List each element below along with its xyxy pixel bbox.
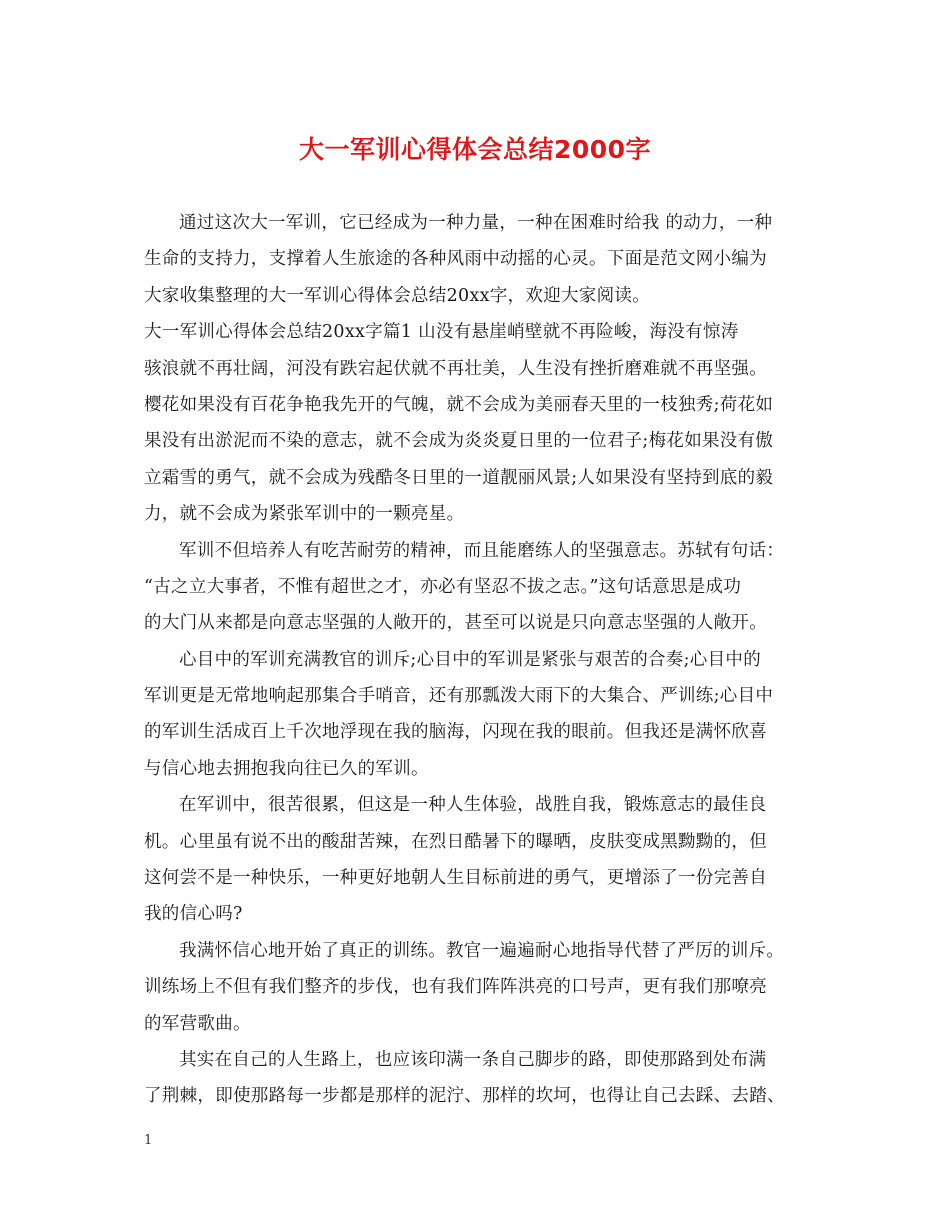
body-line: 骇浪就不再壮阔，河没有跌宕起伏就不再壮美，人生没有挫折磨难就不再坚强。 <box>144 358 767 379</box>
body-line: 训练场上不但有我们整齐的步伐，也有我们阵阵洪亮的口号声，更有我们那嘹亮 <box>144 977 767 998</box>
body-line: 在军训中，很苦很累，但这是一种人生体验，战胜自我，锻炼意志的最佳良 <box>179 795 767 816</box>
body-line: 的军训生活成百上千次地浮现在我的脑海，闪现在我的眼前。但我还是满怀欣喜 <box>144 722 767 743</box>
body-line: 机。心里虽有说不出的酸甜苦辣，在烈日酷暑下的曝晒，皮肤变成黑黝黝的，但 <box>144 831 767 852</box>
body-line: 与信心地去拥抱我向往已久的军训。 <box>144 758 429 779</box>
document-body <box>144 205 812 1115</box>
body-line: 其实在自己的人生路上，也应该印满一条自己脚步的路，即使那路到处布满 <box>179 1049 767 1070</box>
body-line: 的大门从来都是向意志坚强的人敞开的，甚至可以说是只向意志坚强的人敞开。 <box>144 613 767 634</box>
body-line: 军训更是无常地响起那集合手哨音，还有那瓢泼大雨下的大集合、严训练;心目中 <box>144 686 774 707</box>
body-line: “古之立大事者，不惟有超世之才，亦必有坚忍不拔之志。”这句话意思是成功 <box>144 576 742 597</box>
body-line: 生命的支持力，支撑着人生旅途的各种风雨中动摇的心灵。下面是范文网小编为 <box>144 249 767 270</box>
body-line: 大家收集整理的大一军训心得体会总结20xx字，欢迎大家阅读。 <box>144 285 651 306</box>
body-line: 通过这次大一军训，它已经成为一种力量，一种在困难时给我 的动力，一种 <box>179 213 773 233</box>
body-line: 樱花如果没有百花争艳我先开的气魄，就不会成为美丽春天里的一枝独秀;荷花如 <box>144 394 774 415</box>
body-line: 大一军训心得体会总结20xx字篇1 山没有悬崖峭壁就不再险峻，海没有惊涛 <box>144 322 739 343</box>
body-line: 这何尝不是一种快乐，一种更好地朝人生目标前进的勇气，更增添了一份完善自 <box>144 868 767 889</box>
body-line: 了荆棘，即使那路每一步都是那样的泥泞、那样的坎坷，也得让自己去踩、去踏、 <box>144 1086 785 1107</box>
body-line: 我的信心吗? <box>144 904 243 925</box>
body-line: 立霜雪的勇气，就不会成为残酷冬日里的一道靓丽风景;人如果没有坚持到底的毅 <box>144 467 774 488</box>
body-line: 我满怀信心地开始了真正的训练。教官一遍遍耐心地指导代替了严厉的训斥。 <box>179 940 785 961</box>
body-line: 的军营歌曲。 <box>144 1013 251 1034</box>
document-title: 大一军训心得体会总结2000字 <box>298 135 652 164</box>
body-line: 军训不但培养人有吃苦耐劳的精神，而且能磨练人的坚强意志。苏轼有句话： <box>179 540 785 561</box>
body-line: 果没有出淤泥而不染的意志，就不会成为炎炎夏日里的一位君子;梅花如果没有傲 <box>144 431 774 452</box>
body-line: 力，就不会成为紧张军训中的一颗亮星。 <box>144 504 465 525</box>
page-number: 1 <box>144 1133 153 1148</box>
body-line: 心目中的军训充满教官的训斥;心目中的军训是紧张与艰苦的合奏;心目中的 <box>179 649 761 670</box>
